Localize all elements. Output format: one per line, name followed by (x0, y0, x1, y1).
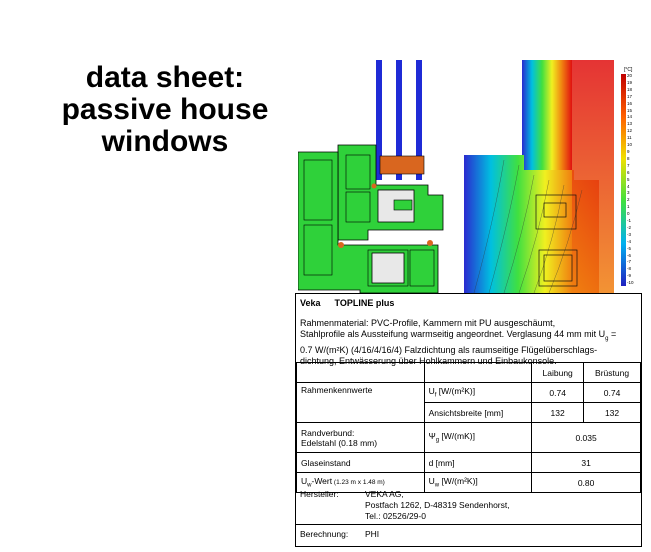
scale-label: 8 (627, 155, 630, 161)
scale-label: -4 (627, 238, 632, 244)
scale-label: 9 (627, 148, 630, 154)
col-laibung: Laibung (532, 363, 584, 383)
window-profile-section (298, 60, 446, 293)
scale-label: -1 (627, 218, 632, 224)
scale-label: 1 (627, 204, 630, 210)
scale-label: 6 (627, 169, 630, 175)
title-line-3: windows (101, 125, 229, 158)
seal-inner (427, 240, 433, 246)
scale-label: 20 (627, 73, 633, 78)
table-row (297, 453, 641, 473)
manufacturer-address: VEKA AG, Postfach 1262, D-48319 Sendenhorst, Tel.: 02526/29-0 (365, 489, 510, 521)
table-header-row (297, 363, 641, 383)
row-label: Randverbund: Edelstahl (0.18 mm) (297, 423, 425, 453)
table-row (297, 383, 641, 403)
manufacturer-label: Hersteller: (300, 489, 339, 499)
scale-label: 11 (627, 135, 632, 141)
scale-label: 17 (627, 93, 633, 99)
calculation-row (296, 524, 641, 543)
row-label: $U_w$-Wert (1.23 m x 1.48 m) (297, 473, 425, 493)
row-param: Ansichtsbreite [mm] (424, 403, 532, 423)
scale-label: 15 (627, 107, 633, 113)
sash-chamber-1 (346, 155, 370, 189)
row-value: 132 (532, 403, 584, 423)
scale-label: 7 (627, 162, 630, 168)
desc-line-2: Stahlprofile als Aussteifung warmseitig angeordnet. Verglasung 44 mm mit $U_g$ = (300, 329, 617, 342)
desc-line-4: dichtung, Entwässerung über Hohlkammern und Einbaukonsole. (300, 355, 557, 366)
manufacturer-block (300, 489, 510, 522)
scale-label: -6 (627, 252, 632, 258)
calculation-label: Berechnung: (300, 529, 349, 539)
scale-label: 16 (627, 100, 633, 106)
scale-label: 18 (627, 86, 633, 92)
row-value: 0.035 (532, 423, 641, 453)
thermal-glass (522, 60, 572, 170)
row-label: Glaseinstand (297, 453, 425, 473)
frame-steel (372, 253, 404, 283)
glass-gap-2 (402, 60, 416, 172)
seal-glass (372, 184, 377, 189)
data-sheet (295, 293, 642, 547)
glass-gap-1 (382, 60, 396, 172)
scale-label: 13 (627, 121, 633, 127)
scale-label: 3 (627, 190, 630, 196)
desc-line-1: Rahmenmaterial: PVC-Profile, Kammern mit PU ausgeschäumt, (300, 318, 556, 328)
scale-label: 14 (627, 114, 633, 120)
frame-chamber-1 (304, 160, 332, 220)
temperature-color-scale (621, 74, 626, 286)
thermal-warm-side (572, 60, 614, 293)
scale-unit: [°C] (624, 67, 633, 73)
scale-label: 10 (627, 142, 633, 148)
sheet-description (300, 318, 640, 367)
scale-label: 19 (627, 79, 633, 85)
row-label: Rahmenkennwerte (297, 383, 425, 423)
spec-table (296, 362, 641, 493)
frame-chamber-2 (304, 225, 332, 275)
frame-chamber-4 (410, 250, 434, 286)
scale-label: 0 (627, 211, 630, 217)
scale-labels (627, 74, 634, 286)
scale-label: -2 (627, 224, 632, 230)
scale-label: 5 (627, 176, 630, 182)
scale-label: -9 (627, 273, 632, 279)
steel-inner (394, 200, 412, 210)
scale-label: -5 (627, 245, 632, 251)
col-bruestung: Brüstung (584, 363, 641, 383)
scale-label: 12 (627, 128, 633, 134)
row-value: 132 (584, 403, 641, 423)
product-name: TOPLINE plus (334, 298, 395, 308)
title-line-1: data sheet: (85, 61, 245, 94)
row-param: $U_f$ [W/(m²K)] (424, 383, 532, 403)
sheet-header (300, 298, 408, 308)
row-value: 0.74 (584, 383, 641, 403)
scale-label: -8 (627, 266, 632, 272)
row-param: $U_w$ [W/(m²K)] (424, 473, 532, 493)
sash-chamber-2 (346, 192, 370, 222)
scale-label: 4 (627, 183, 630, 189)
scale-label: 2 (627, 197, 630, 203)
row-value: 31 (532, 453, 641, 473)
brand: Veka (300, 298, 321, 308)
row-value: 0.74 (532, 383, 584, 403)
scale-label: -10 (627, 280, 634, 286)
row-param: $\Psi_g$ [W/(mK)] (424, 423, 532, 453)
table-row (297, 423, 641, 453)
title-line-2: passive house (61, 93, 269, 126)
row-param: d [mm] (424, 453, 532, 473)
row-value: 0.80 (532, 473, 641, 493)
desc-line-3: 0.7 W/(m²K) (4/16/4/16/4) Falzdichtung als raumseitige Flügelüberschlags- (300, 344, 598, 355)
calculation-value: PHI (365, 529, 380, 539)
seal-outer (338, 242, 344, 248)
spacer-bar (380, 156, 424, 174)
page-title (40, 62, 290, 158)
scale-label: -3 (627, 231, 632, 237)
thermal-simulation (464, 60, 614, 293)
scale-label: -7 (627, 259, 632, 265)
